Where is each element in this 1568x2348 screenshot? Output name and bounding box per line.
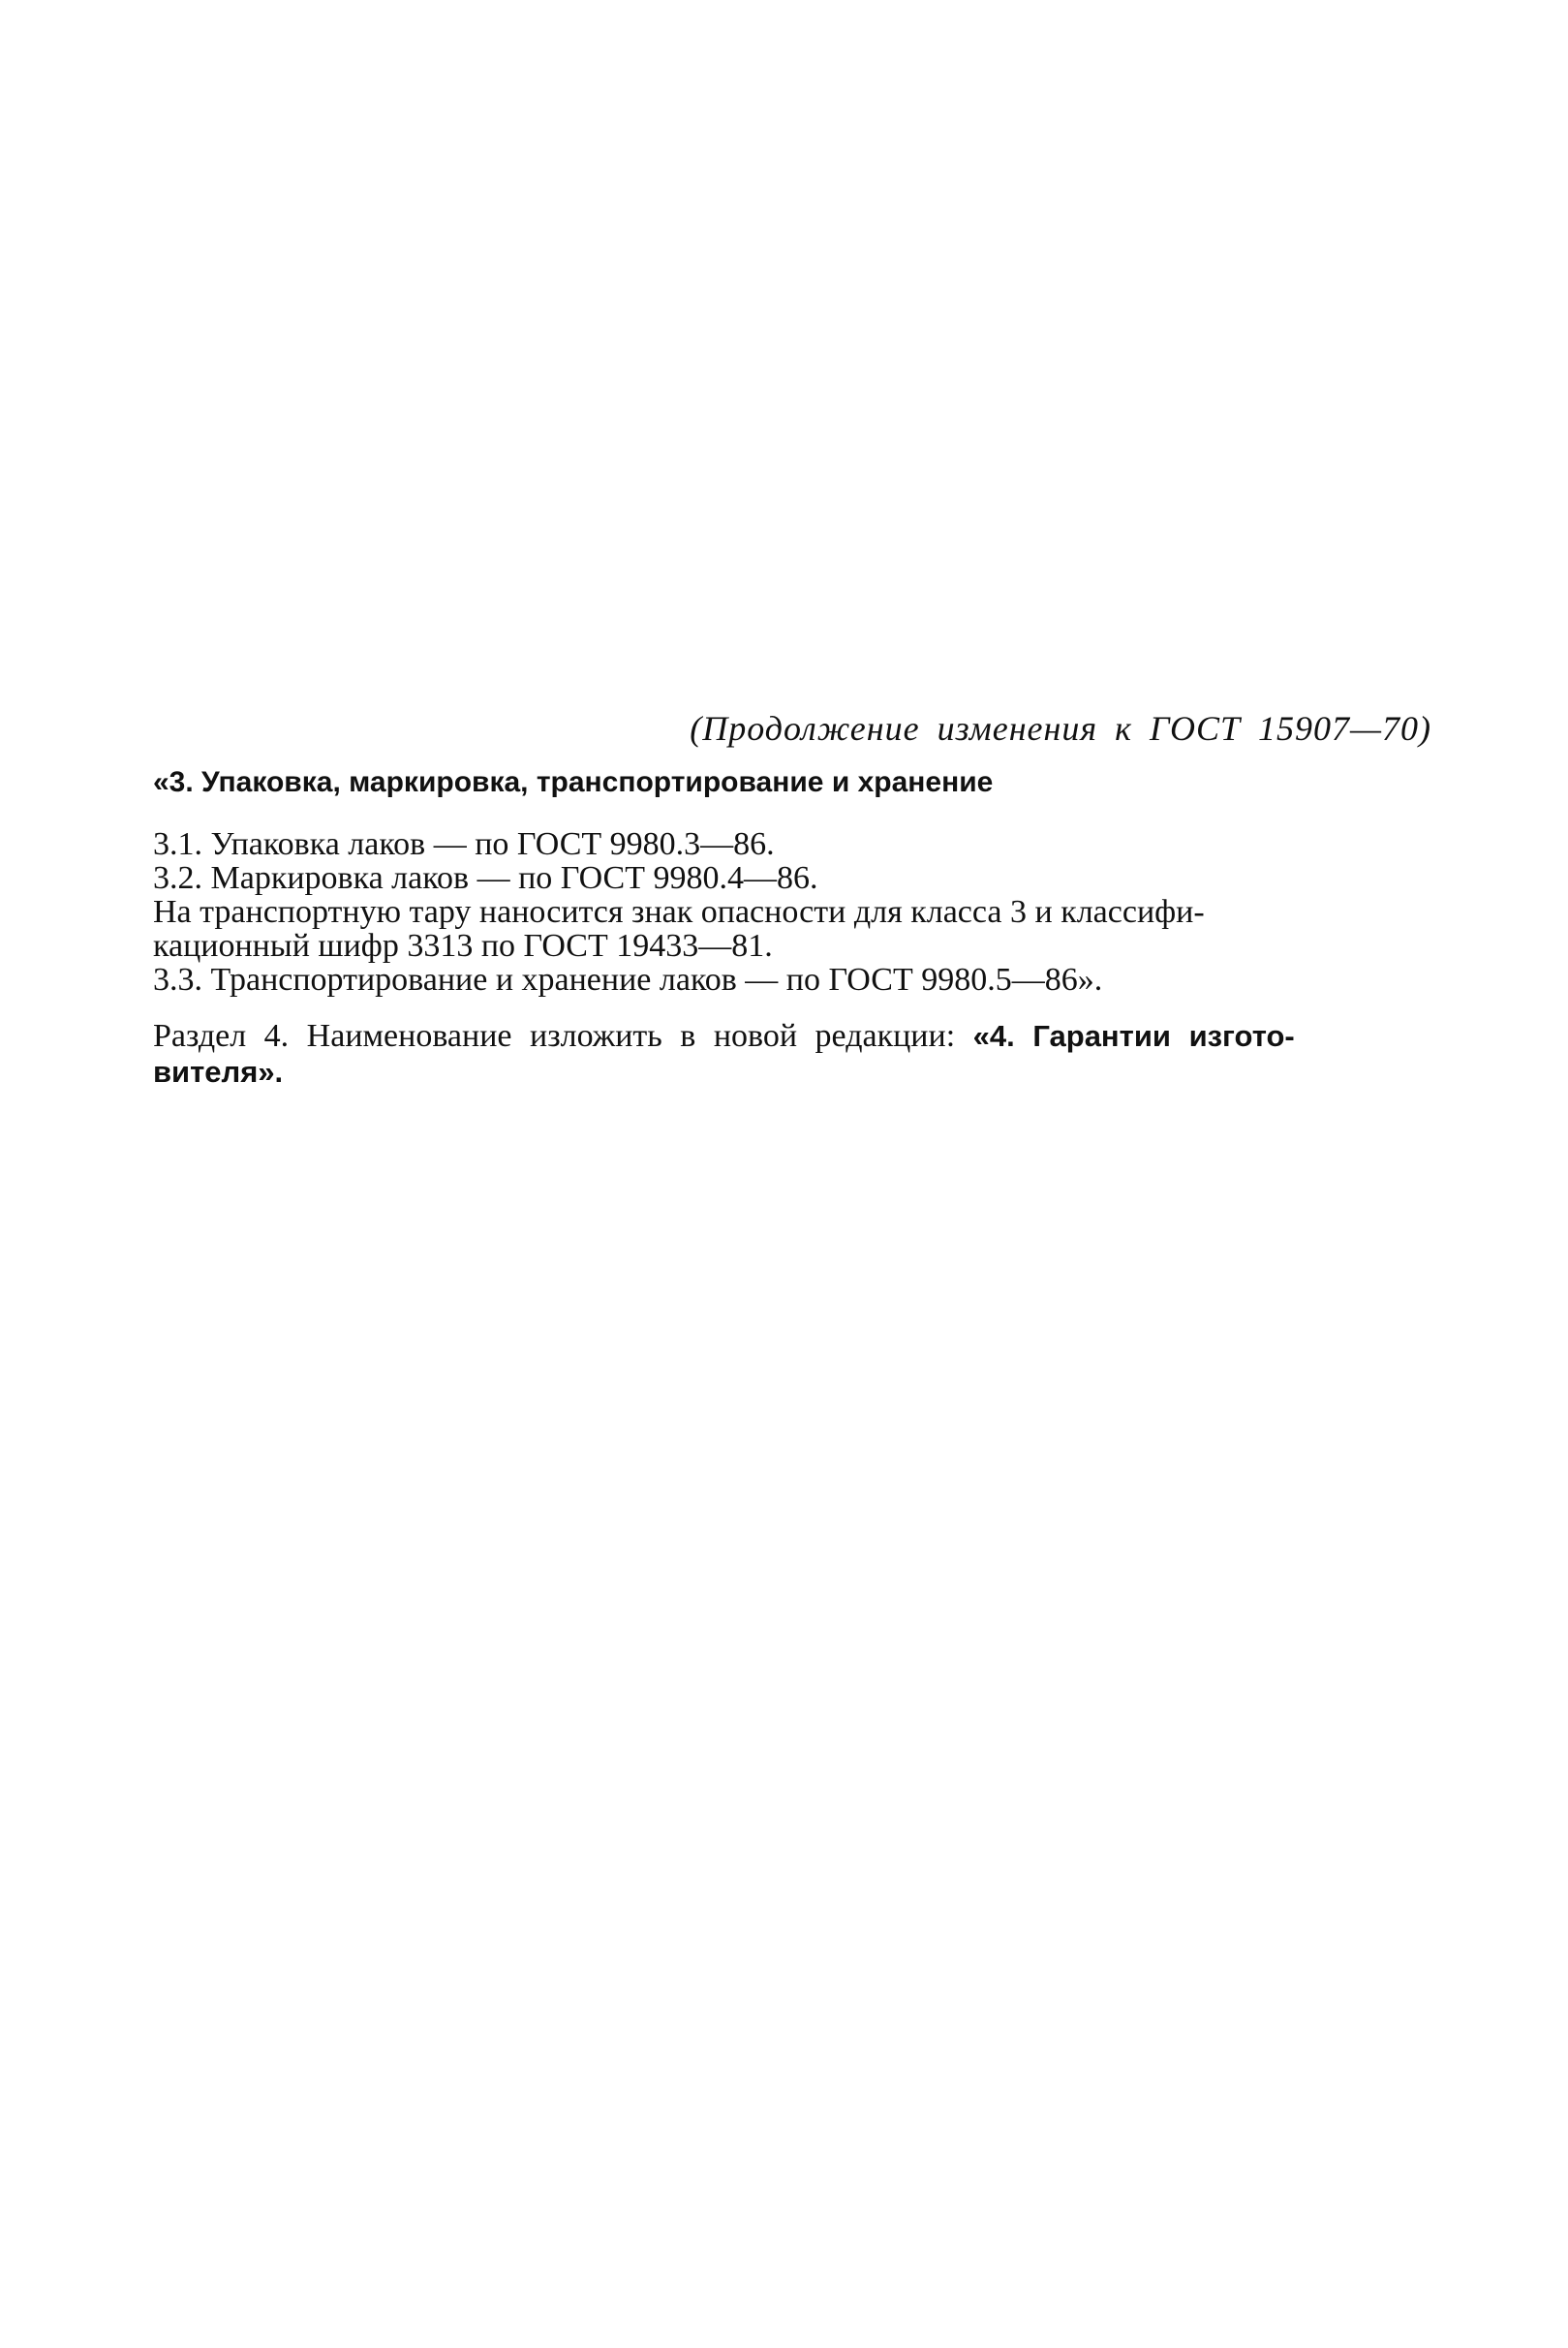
- hazard-sign-line-1: На транспортную тару наносится знак опасности для класса 3 и классифи-: [153, 894, 1205, 930]
- continuation-header: (Продолжение изменения к ГОСТ 15907—70): [690, 709, 1431, 748]
- section-4-intro-text: Раздел 4. Наименование изложить в новой редакции:: [153, 1018, 973, 1054]
- clause-3-2: 3.2. Маркировка лаков — по ГОСТ 9980.4—86.: [153, 860, 818, 896]
- section-4-instruction: [153, 1018, 1431, 1090]
- clause-3-1: 3.1. Упаковка лаков — по ГОСТ 9980.3—86.: [153, 826, 775, 862]
- section-4-new-title-part1: «4. Гарантии изгото-: [972, 1019, 1295, 1053]
- clause-3-3: 3.3. Транспортирование и хранение лаков — по ГОСТ 9980.5—86».: [153, 962, 1103, 998]
- section-4-new-title-part2: вителя».: [153, 1055, 284, 1089]
- amendment-block: [153, 707, 1431, 1090]
- section-3-title: «3. Упаковка, маркировка, транспортирование и хранение: [153, 766, 994, 798]
- paragraph-gap: [153, 997, 1431, 1018]
- hazard-sign-line-2: кационный шифр 3313 по ГОСТ 19433—81.: [153, 928, 773, 964]
